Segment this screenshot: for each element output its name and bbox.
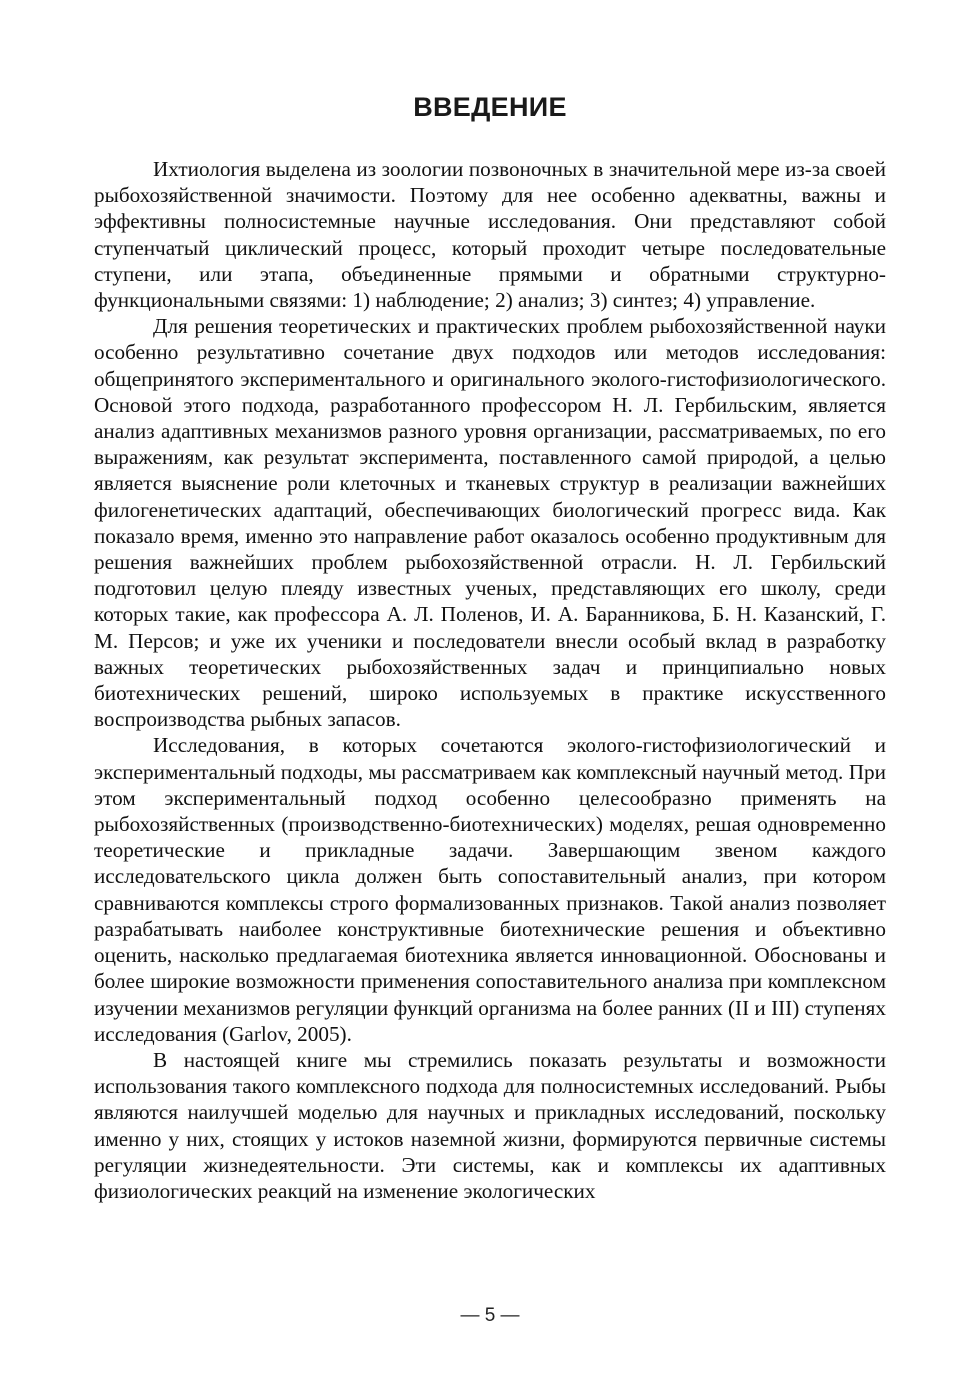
paragraph-1: Ихтиология выделена из зоологии позвоночных в значительной мере из-за своей рыбохозяйственной значимости. Поэтому для нее особенно адекватны, важны и эффективны полносистемные научные исследования. Они представляют собой ступенчатый циклический процесс, который проходит четыре последовательные ступени, или этапа, объединенные прямыми и обратными структурно-функциональными связями: 1) наблюдение; 2) анализ; 3) синтез; 4) управление. [94, 157, 886, 313]
body-text [94, 156, 886, 1204]
paragraph-2: Для решения теоретических и практических проблем рыбохозяйственной науки особенно результативно сочетание двух подходов или методов исследования: общепринятого экспериментального и оригинального эколого-гистофизиологического. Основой этого подхода, разработанного профессором Н. Л. Гербильским, является анализ адаптивных механизмов разного уровня организации, рассматриваемых, по его выражениям, как результат эксперимента, поставленного самой природой, а целью является выяснение роли клеточных и тканевых структур в реализации важнейших филогенетических адаптаций, обеспечивающих биологический прогресс вида. Как показало время, именно это направление работ оказалось особенно продуктивным для решения важнейших проблем рыбохозяйственной отрасли. Н. Л. Гербильский подготовил целую плеяду известных ученых, представляющих его школу, среди которых такие, как профессора А. Л. Поленов, И. А. Баранникова, Б. Н. Казанский, Г. М. Персов; и уже их ученики и последователи внесли особый вклад в разработку важных теоретических рыбохозяйственных задач и принципиально новых биотехнических решений, широко используемых в практике искусственного воспроизводства рыбных запасов. [94, 314, 886, 732]
page-number: — 5 — [460, 1305, 520, 1326]
paragraph-4: В настоящей книге мы стремились показать результаты и возможности использования такого комплексного подхода для полносистемных исследований. Рыбы являются наилучшей моделью для научных и прикладных исследований, поскольку именно у них, стоящих у истоков наземной жизни, формируются первичные системы регуляции жизнедеятельности. Эти системы, как и комплексы их адаптивных физиологических реакций на изменение экологических [94, 1047, 886, 1203]
paragraph-3: Исследования, в которых сочетаются эколого-гистофизиологический и экспериментальный подходы, мы рассматриваем как комплексный научный метод. При этом экспериментальный подход особенно целесообразно применять на рыбохозяйственных (производственно-биотехнических) моделях, решая одновременно теоретические и прикладные задачи. Завершающим звеном каждого исследовательского цикла должен быть сопоставительный анализ, при котором сравниваются комплексы строго формализованных признаков. Такой анализ позволяет разрабатывать наиболее конструктивные биотехнические решения и объективно оценить, насколько предлагаемая биотехника является инновационной. Обоснованы и более широкие возможности применения сопоставительного анализа при комплексном изучении механизмов регуляции функций организма на более ранних (II и III) ступенях исследования (Garlov, 2005). [94, 733, 886, 1046]
page-title: ВВЕДЕНИЕ [413, 92, 567, 122]
